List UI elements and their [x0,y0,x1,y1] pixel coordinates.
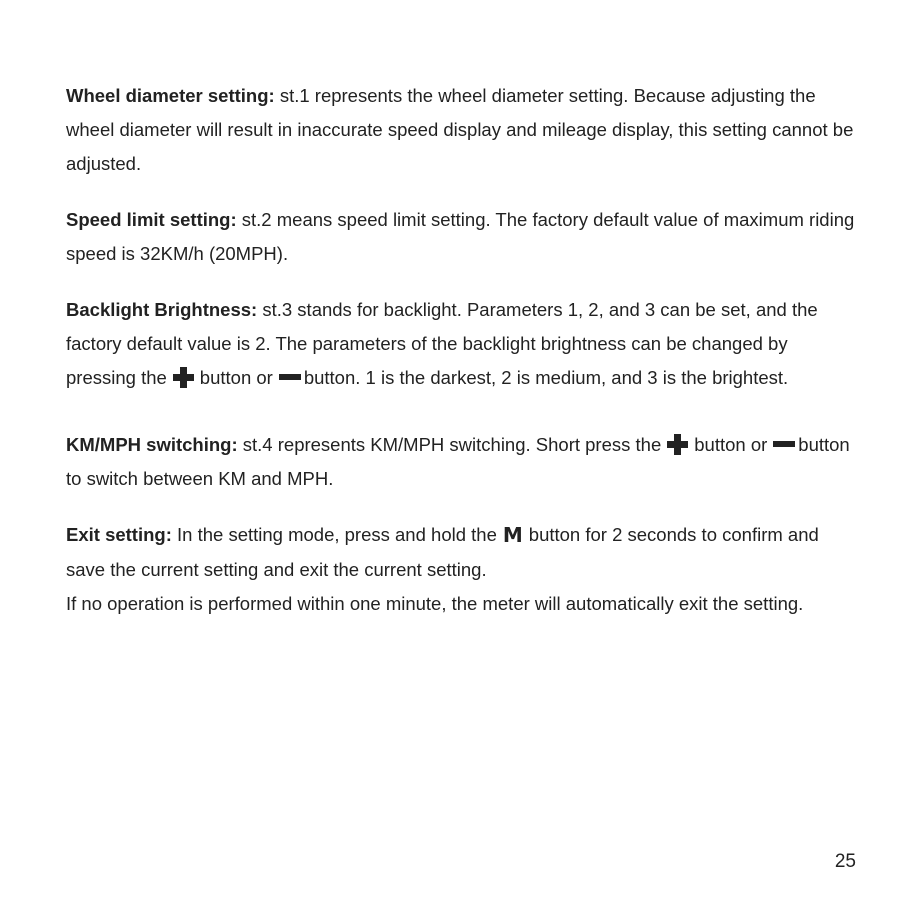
minus-icon [279,374,301,380]
wheel-diameter-text: st.1 represents the wheel diameter setting. Because adjusting the wheel diameter will result in inaccurate speed display and mileage display, this setting cannot be adjusted. [66,85,854,174]
km-mph-title: KM/MPH switching: [66,434,238,455]
wheel-diameter-paragraph [66,79,856,181]
backlight-text-3: button. 1 is the darkest, 2 is medium, and 3 is the brightest. [303,367,789,388]
exit-setting-note: If no operation is performed within one minute, the meter will automatically exit the setting. [66,593,804,615]
plus-icon [667,434,688,455]
manual-page [66,79,856,621]
km-mph-text-2: button or [694,434,768,455]
exit-setting-text-1: In the setting mode, press and hold the [171,524,497,545]
km-mph-text-1: st.4 represents KM/MPH switching. Short press the [237,434,662,455]
exit-setting-title: Exit setting: [66,524,172,545]
km-mph-paragraph [66,428,856,496]
plus-icon [173,367,194,388]
minus-icon [773,441,795,447]
backlight-title: Backlight Brightness: [66,299,258,320]
wheel-diameter-title: Wheel diameter setting: [66,85,275,106]
speed-limit-paragraph [66,203,856,271]
backlight-text-2: button or [199,367,273,388]
exit-setting-text-2: button for 2 seconds to confirm and save the current setting and exit the current setting. [66,524,819,581]
m-button-icon: M [502,523,523,548]
exit-setting-paragraph [66,518,856,621]
page-number: 25 [834,851,856,872]
backlight-text-1: st.3 stands for backlight. Parameters 1, 2, and 3 can be set, and the factory default value is 2. The parameters of the backlight brightness can be changed by pressing the [66,299,818,388]
backlight-paragraph [66,293,856,395]
speed-limit-text: st.2 means speed limit setting. The factory default value of maximum riding speed is 32KM/h (20MPH). [66,209,855,264]
speed-limit-title: Speed limit setting: [66,209,237,230]
km-mph-text-3: button to switch between KM and MPH. [66,434,850,489]
